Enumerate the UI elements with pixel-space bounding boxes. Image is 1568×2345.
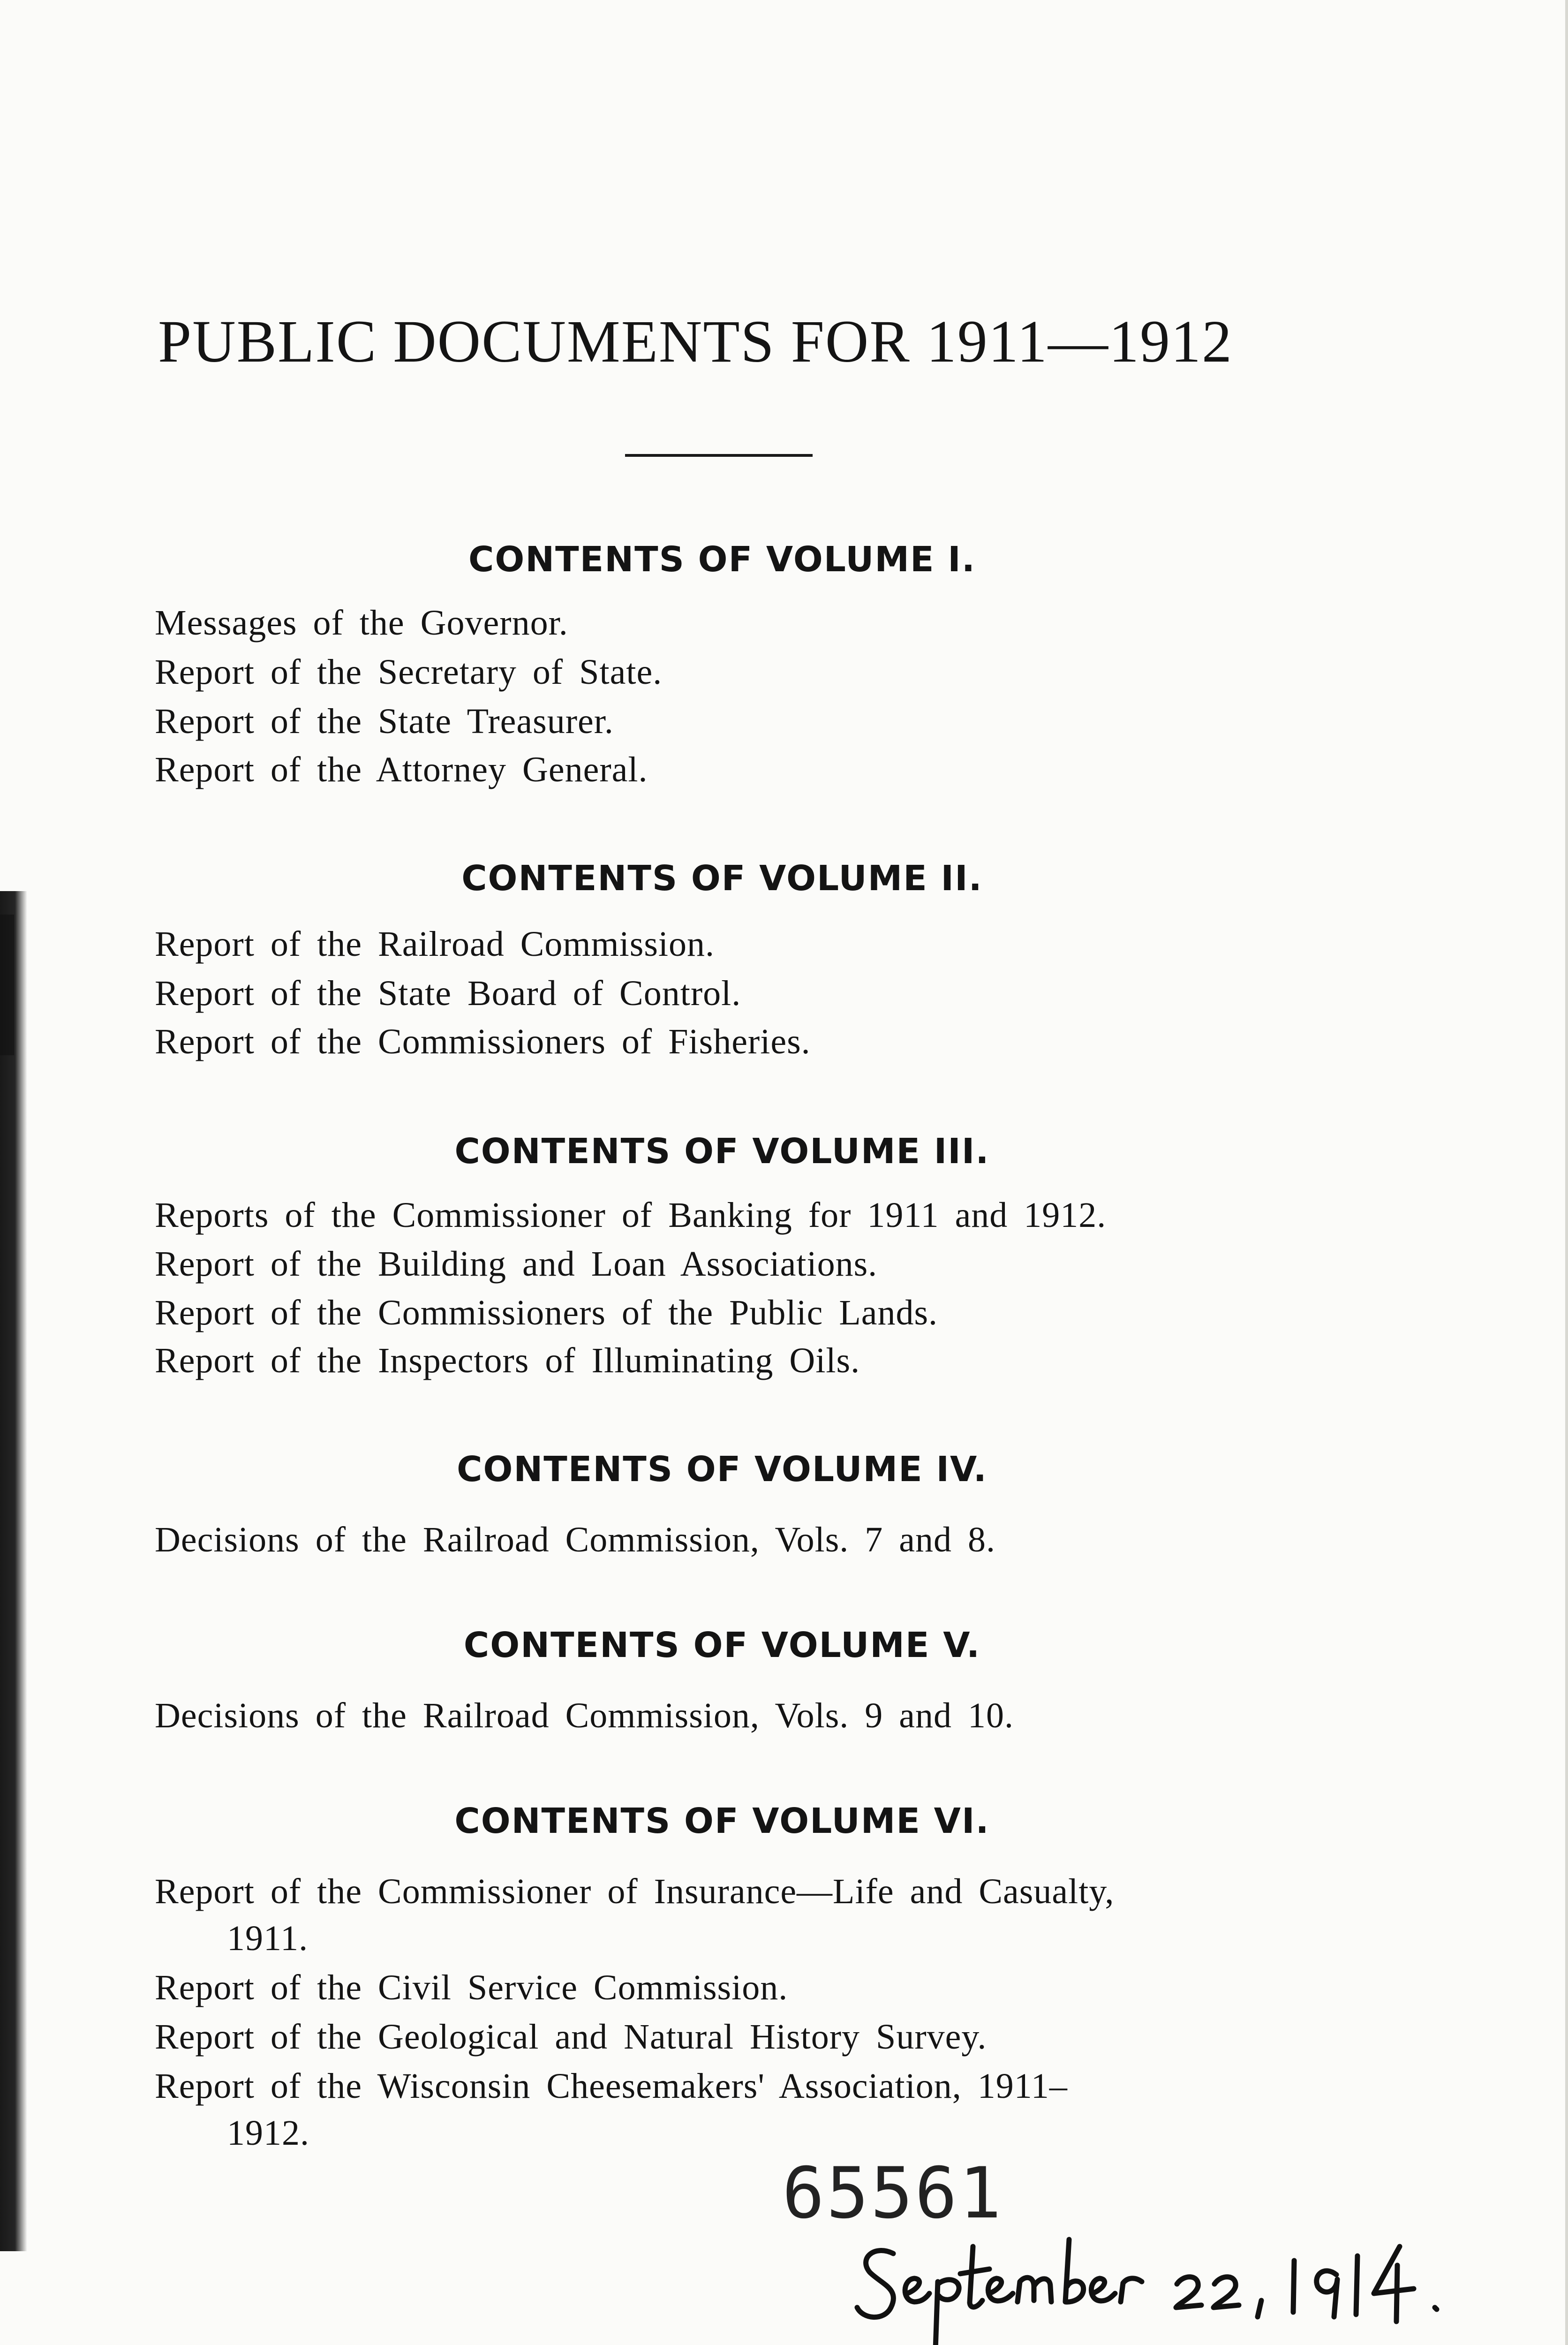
list-item: Report of the Commissioner of Insurance—Life and Casualty, [155, 1872, 1115, 1911]
list-item: Report of the Wisconsin Cheesemakers' Association, 1911– [155, 2066, 1068, 2106]
list-item: Decisions of the Railroad Commission, Vols. 9 and 10. [155, 1696, 1014, 1735]
volume-4-heading: CONTENTS OF VOLUME IV. [457, 1449, 988, 1490]
list-item: Decisions of the Railroad Commission, Vols. 7 and 8. [155, 1520, 996, 1559]
list-item: Report of the State Board of Control. [155, 974, 741, 1013]
list-item: Report of the Railroad Commission. [155, 924, 715, 964]
list-item: Report of the Civil Service Commission. [155, 1968, 788, 2007]
title-rule [625, 454, 813, 457]
list-item: Report of the Commissioners of the Public Lands. [155, 1293, 938, 1332]
list-item: Report of the Geological and Natural History Survey. [155, 2017, 987, 2057]
list-item: Reports of the Commissioner of Banking for 1911 and 1912. [155, 1195, 1107, 1235]
page-title: PUBLIC DOCUMENTS FOR 1911—1912 [158, 308, 1233, 375]
list-item-continuation: 1911. [227, 1919, 309, 1958]
binding-shadow [0, 891, 27, 2251]
list-item: Report of the State Treasurer. [155, 702, 614, 741]
list-item: Report of the Inspectors of Illuminating Oils. [155, 1341, 860, 1380]
volume-1-heading: CONTENTS OF VOLUME I. [468, 539, 976, 580]
volume-6-heading: CONTENTS OF VOLUME VI. [454, 1801, 990, 1841]
page-edge [1565, 0, 1568, 2345]
list-item-continuation: 1912. [227, 2113, 309, 2153]
handwritten-date-signature [849, 2218, 1458, 2345]
volume-2-heading: CONTENTS OF VOLUME II. [461, 858, 983, 899]
binding-shadow-detail [0, 915, 14, 1055]
list-item: Report of the Secretary of State. [155, 652, 663, 692]
list-item: Report of the Attorney General. [155, 750, 648, 789]
list-item: Report of the Commissioners of Fisheries. [155, 1022, 811, 1061]
volume-5-heading: CONTENTS OF VOLUME V. [463, 1625, 981, 1665]
volume-3-heading: CONTENTS OF VOLUME III. [454, 1131, 990, 1172]
list-item: Messages of the Governor. [155, 603, 568, 643]
list-item: Report of the Building and Loan Associations. [155, 1244, 878, 1284]
accession-stamp: 65561 [782, 2153, 1003, 2234]
